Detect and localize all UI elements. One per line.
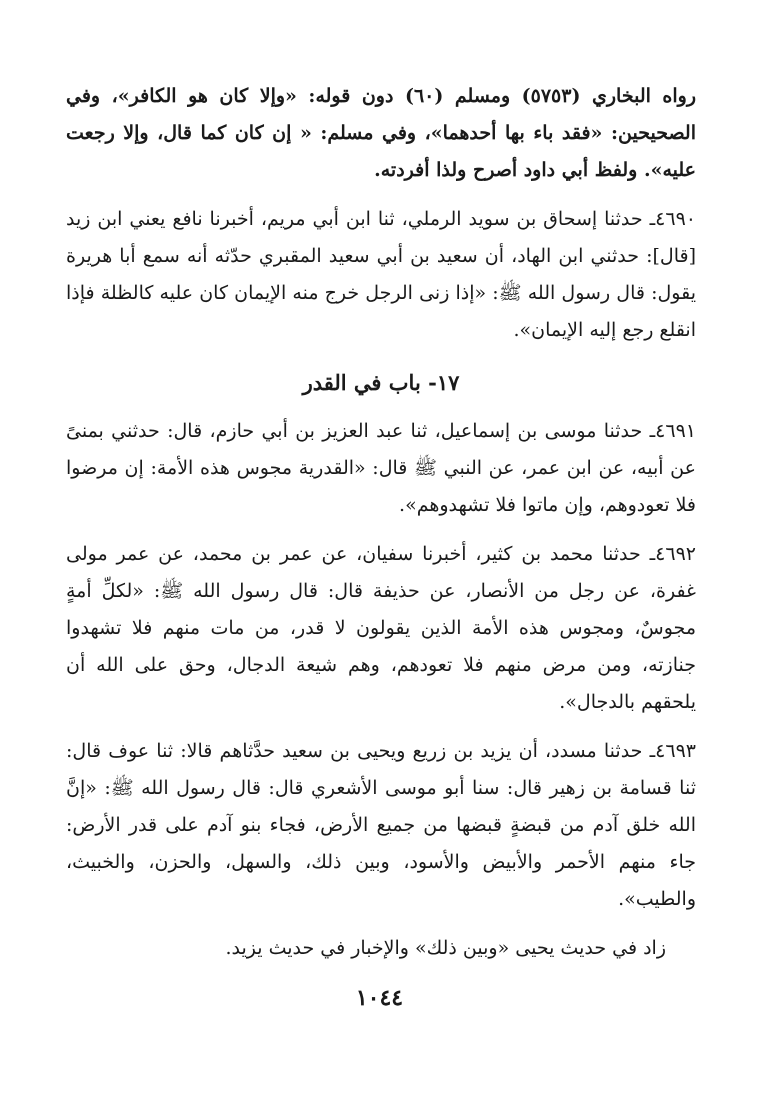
chapter-heading: ١٧- باب في القدر <box>302 370 460 395</box>
takhrij-note: رواه البخاري (٥٧٥٣) ومسلم (٦٠) دون قوله: «وإلا كان هو الكافر»، وفي الصحيحين: «فقد باء بها أحدهما»، وفي مسلم: « إن كان كما قال، وإلا رجعت عليه». ولفظ أبي داود أصرح ولذا أفردته. <box>66 85 696 181</box>
hadith-4690: ٤٦٩٠ـ حدثنا إسحاق بن سويد الرملي، ثنا ابن أبي مريم، أخبرنا نافع يعني ابن زيد [قال]: حدثني ابن الهاد، أن سعيد بن أبي سعيد المقبري حدّثه أنه سمع أبا هريرة يقول: قال رسول الله ﷺ: «إذا زنى الرجل خرج منه الإيمان كان عليه كالظلة فإذا انقلع رجع إليه الإيمان». <box>66 208 696 341</box>
addendum-note: زاد في حديث يحيى «وبين ذلك» والإخبار في حديث يزيد. <box>225 937 666 959</box>
page-body <box>66 78 696 967</box>
page-number: ١٠٤٤ <box>355 985 404 1011</box>
hadith-4692: ٤٦٩٢ـ حدثنا محمد بن كثير، أخبرنا سفيان، عن عمر بن محمد، عن عمر مولى غفرة، عن رجل من الأنصار، عن حذيفة قال: قال رسول الله ﷺ: «لكلِّ أمةٍ مجوسٌ، ومجوس هذه الأمة الذين يقولون لا قدر، من مات منهم فلا تشهدوا جنازته، ومن مرض منهم فلا تعودهم، وهم شيعة الدجال، وحق على الله أن يلحقهم بالدجال». <box>66 543 696 713</box>
hadith-4693: ٤٦٩٣ـ حدثنا مسدد، أن يزيد بن زريع ويحيى بن سعيد حدَّثاهم قالا: ثنا عوف قال: ثنا قسامة بن زهير قال: سنا أبو موسى الأشعري قال: قال رسول الله ﷺ: «إنَّ الله خلق آدم من قبضةٍ قبضها من جميع الأرض، فجاء بنو آدم على قدر الأرض: جاء منهم الأحمر والأبيض والأسود، وبين ذلك، والسهل، والحزن، والخبيث، والطيب». <box>66 740 696 910</box>
hadith-4691: ٤٦٩١ـ حدثنا موسى بن إسماعيل، ثنا عبد العزيز بن أبي حازم، قال: حدثني بمنىً عن أبيه، عن ابن عمر، عن النبي ﷺ قال: «القدرية مجوس هذه الأمة: إن مرضوا فلا تعودوهم، وإن ماتوا فلا تشهدوهم». <box>66 420 696 516</box>
